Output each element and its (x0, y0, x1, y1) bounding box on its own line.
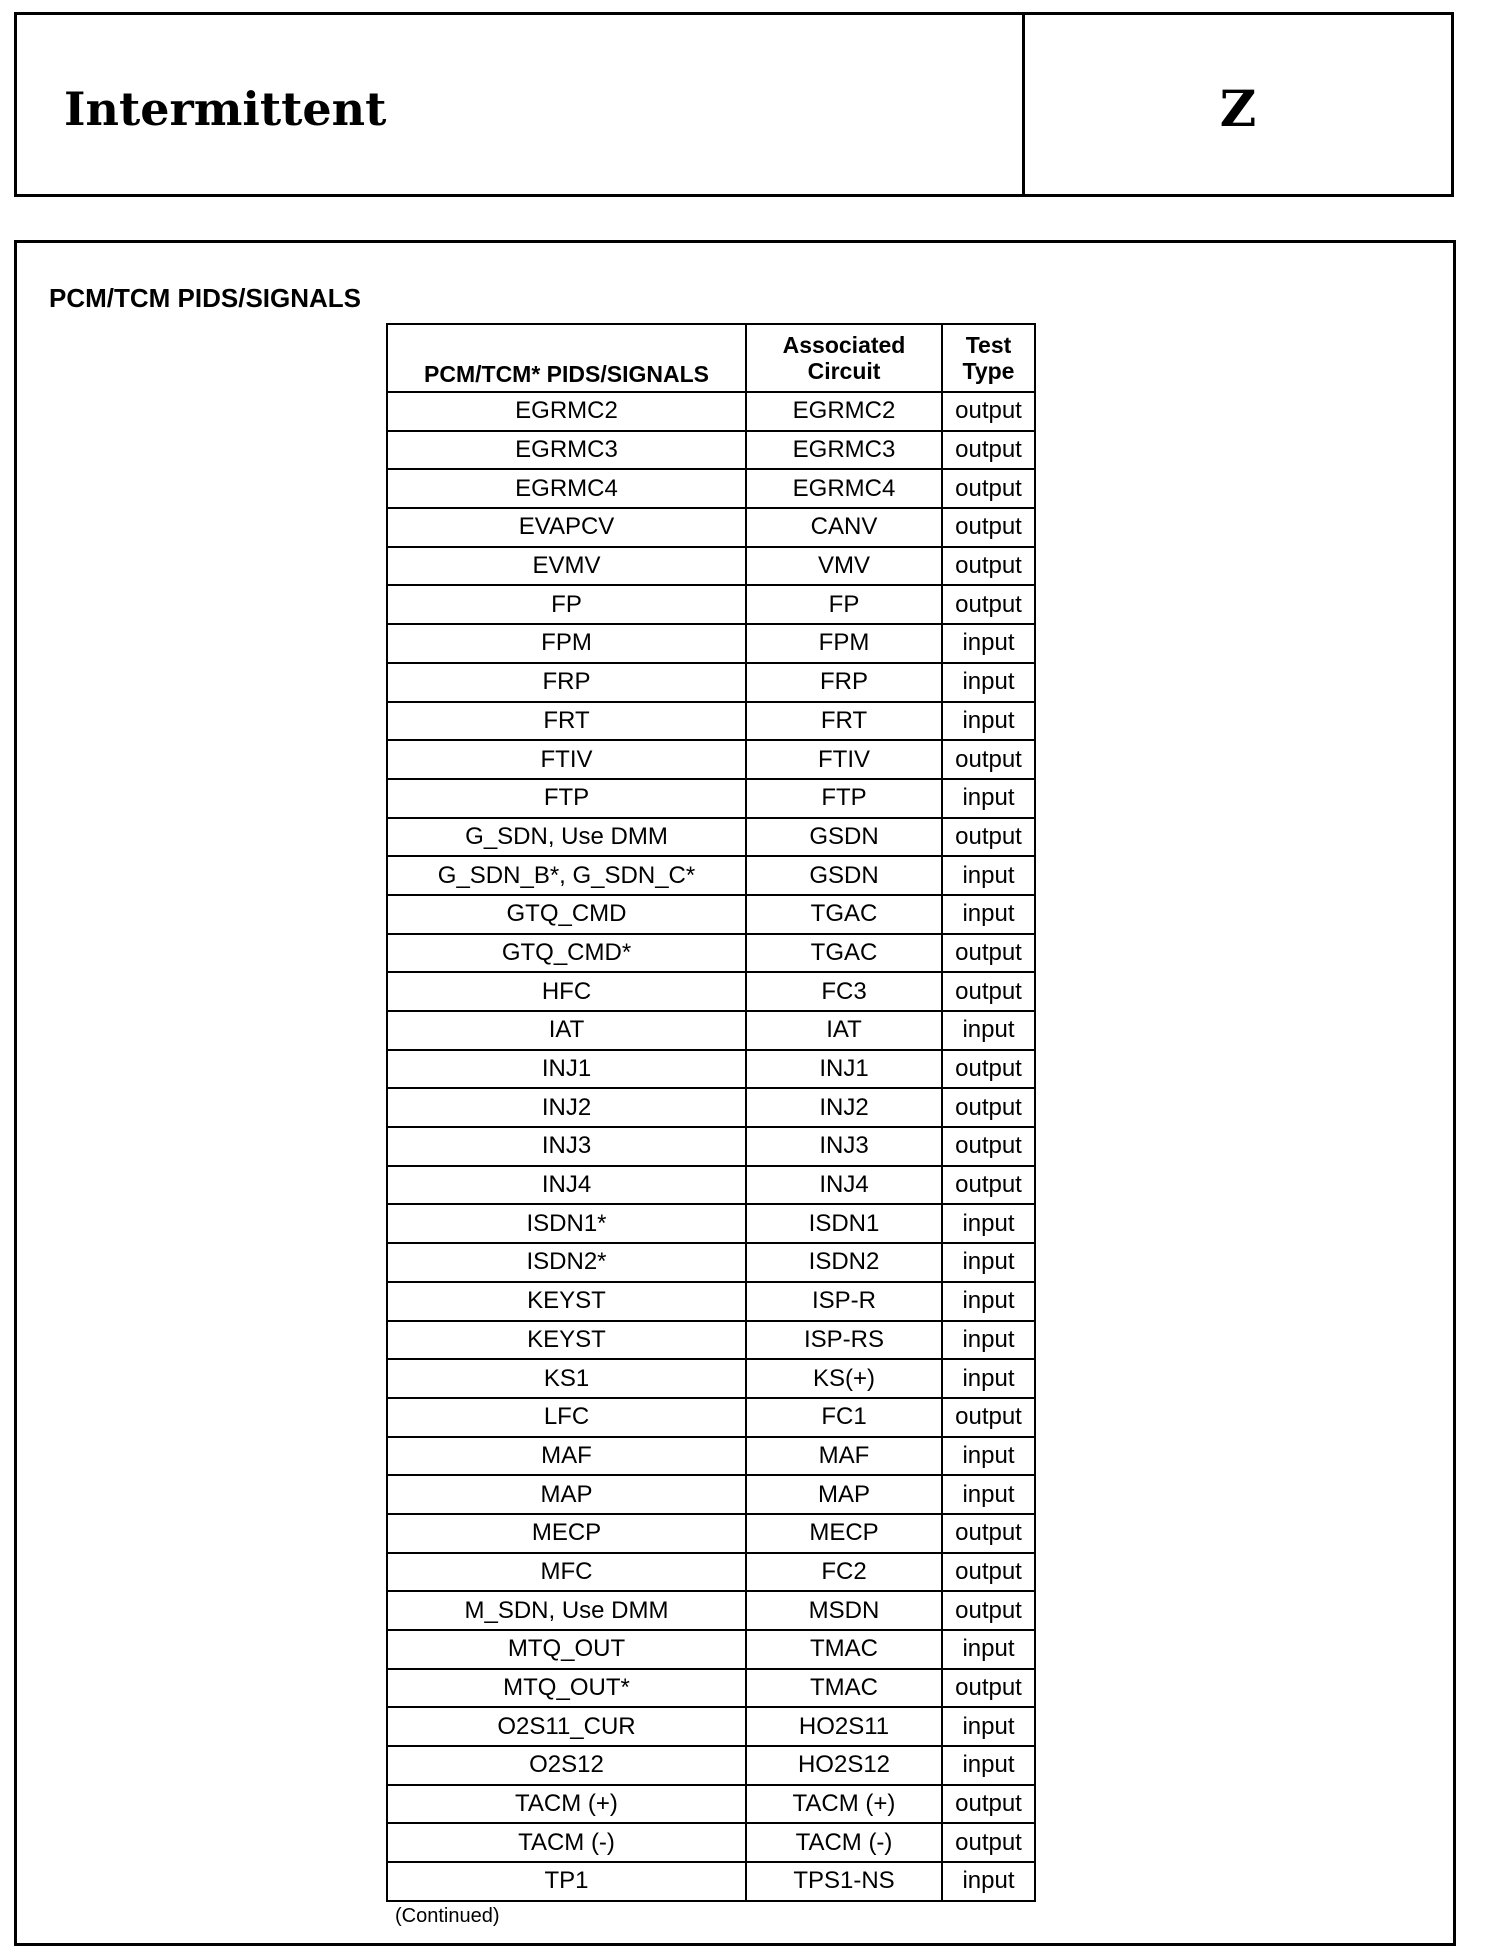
pid-cell: KEYST (387, 1282, 746, 1321)
circuit-cell: MAF (746, 1437, 942, 1476)
table-row (387, 585, 1035, 624)
pid-cell: MAP (387, 1475, 746, 1514)
pid-cell: EVAPCV (387, 508, 746, 547)
test-type-cell: output (942, 1591, 1035, 1630)
table-row (387, 1321, 1035, 1360)
test-type-cell: output (942, 547, 1035, 586)
table-row (387, 1398, 1035, 1437)
column-header-pid: PCM/TCM* PIDS/SIGNALS (387, 324, 746, 392)
circuit-cell: INJ3 (746, 1127, 942, 1166)
column-header-test-type-label: Test Type (962, 332, 1015, 384)
pid-cell: FTIV (387, 740, 746, 779)
section-code: Z (1219, 79, 1257, 138)
circuit-cell: FTIV (746, 740, 942, 779)
table-row (387, 1823, 1035, 1862)
column-header-circuit (746, 324, 942, 392)
pid-cell: TP1 (387, 1862, 746, 1901)
circuit-cell: TACM (-) (746, 1823, 942, 1862)
pid-cell: MTQ_OUT (387, 1630, 746, 1669)
table-row (387, 702, 1035, 741)
pid-cell: FRP (387, 663, 746, 702)
table-row (387, 1475, 1035, 1514)
circuit-cell: FRP (746, 663, 942, 702)
page-title: Intermittent (64, 81, 387, 136)
circuit-cell: FC1 (746, 1398, 942, 1437)
circuit-cell: TMAC (746, 1669, 942, 1708)
test-type-cell: output (942, 1823, 1035, 1862)
test-type-cell: input (942, 1321, 1035, 1360)
table-row (387, 1862, 1035, 1901)
pid-cell: ISDN1* (387, 1204, 746, 1243)
table-row (387, 1088, 1035, 1127)
circuit-cell: EGRMC4 (746, 469, 942, 508)
circuit-cell: FTP (746, 779, 942, 818)
circuit-cell: INJ4 (746, 1166, 942, 1205)
circuit-cell: INJ2 (746, 1088, 942, 1127)
circuit-cell: FPM (746, 624, 942, 663)
circuit-cell: MAP (746, 1475, 942, 1514)
circuit-cell: VMV (746, 547, 942, 586)
test-type-cell: input (942, 1862, 1035, 1901)
pid-cell: MAF (387, 1437, 746, 1476)
pid-cell: KS1 (387, 1359, 746, 1398)
test-type-cell: input (942, 1475, 1035, 1514)
circuit-cell: ISP-R (746, 1282, 942, 1321)
pid-cell: HFC (387, 972, 746, 1011)
test-type-cell: output (942, 1514, 1035, 1553)
circuit-cell: FC2 (746, 1553, 942, 1592)
test-type-cell: output (942, 1088, 1035, 1127)
table-row (387, 1591, 1035, 1630)
pid-cell: GTQ_CMD* (387, 934, 746, 973)
circuit-cell: INJ1 (746, 1050, 942, 1089)
table-row (387, 1785, 1035, 1824)
test-type-cell: output (942, 1398, 1035, 1437)
test-type-cell: output (942, 818, 1035, 857)
pid-cell: EGRMC2 (387, 392, 746, 431)
table-row (387, 1166, 1035, 1205)
circuit-cell: GSDN (746, 856, 942, 895)
header-code-cell (1025, 15, 1451, 194)
circuit-cell: MSDN (746, 1591, 942, 1630)
section-heading: PCM/TCM PIDS/SIGNALS (49, 283, 362, 313)
table-row (387, 934, 1035, 973)
pids-table-body (387, 392, 1035, 1901)
test-type-cell: input (942, 1746, 1035, 1785)
circuit-cell: ISDN1 (746, 1204, 942, 1243)
pid-cell: INJ4 (387, 1166, 746, 1205)
pid-cell: MFC (387, 1553, 746, 1592)
test-type-cell: output (942, 1127, 1035, 1166)
pid-cell: G_SDN, Use DMM (387, 818, 746, 857)
test-type-cell: output (942, 1166, 1035, 1205)
table-row (387, 856, 1035, 895)
test-type-cell: input (942, 1282, 1035, 1321)
table-row (387, 1011, 1035, 1050)
test-type-cell: input (942, 1707, 1035, 1746)
circuit-cell: FC3 (746, 972, 942, 1011)
pid-cell: FRT (387, 702, 746, 741)
pid-cell: EGRMC4 (387, 469, 746, 508)
pids-table (386, 323, 1036, 1902)
table-row (387, 1630, 1035, 1669)
test-type-cell: input (942, 1359, 1035, 1398)
circuit-cell: GSDN (746, 818, 942, 857)
test-type-cell: input (942, 702, 1035, 741)
table-row (387, 1746, 1035, 1785)
table-row (387, 1553, 1035, 1592)
circuit-cell: TMAC (746, 1630, 942, 1669)
main-content-box (14, 240, 1456, 1946)
test-type-cell: input (942, 895, 1035, 934)
pid-cell: G_SDN_B*, G_SDN_C* (387, 856, 746, 895)
circuit-cell: ISDN2 (746, 1243, 942, 1282)
pid-cell: INJ2 (387, 1088, 746, 1127)
table-row (387, 740, 1035, 779)
table-row (387, 469, 1035, 508)
circuit-cell: EGRMC3 (746, 431, 942, 470)
pid-cell: IAT (387, 1011, 746, 1050)
test-type-cell: output (942, 585, 1035, 624)
pid-cell: ISDN2* (387, 1243, 746, 1282)
pid-cell: EVMV (387, 547, 746, 586)
test-type-cell: input (942, 856, 1035, 895)
circuit-cell: MECP (746, 1514, 942, 1553)
pid-cell: O2S12 (387, 1746, 746, 1785)
circuit-cell: HO2S11 (746, 1707, 942, 1746)
pid-cell: TACM (-) (387, 1823, 746, 1862)
pid-cell: LFC (387, 1398, 746, 1437)
pid-cell: INJ1 (387, 1050, 746, 1089)
table-row (387, 1669, 1035, 1708)
pid-cell: FTP (387, 779, 746, 818)
pid-cell: FP (387, 585, 746, 624)
circuit-cell: FRT (746, 702, 942, 741)
pid-cell: M_SDN, Use DMM (387, 1591, 746, 1630)
circuit-cell: TPS1-NS (746, 1862, 942, 1901)
pid-cell: MECP (387, 1514, 746, 1553)
test-type-cell: input (942, 1243, 1035, 1282)
test-type-cell: output (942, 1050, 1035, 1089)
circuit-cell: TGAC (746, 895, 942, 934)
table-row (387, 1050, 1035, 1089)
table-row (387, 547, 1035, 586)
pid-cell: GTQ_CMD (387, 895, 746, 934)
test-type-cell: input (942, 1437, 1035, 1476)
test-type-cell: output (942, 1669, 1035, 1708)
table-row (387, 1282, 1035, 1321)
circuit-cell: IAT (746, 1011, 942, 1050)
pid-cell: FPM (387, 624, 746, 663)
table-header-row (387, 324, 1035, 392)
table-row (387, 1359, 1035, 1398)
test-type-cell: input (942, 663, 1035, 702)
column-header-circuit-label: Associated Circuit (782, 332, 906, 384)
pid-cell: TACM (+) (387, 1785, 746, 1824)
circuit-cell: CANV (746, 508, 942, 547)
column-header-test-type (942, 324, 1035, 392)
table-row (387, 895, 1035, 934)
pid-cell: INJ3 (387, 1127, 746, 1166)
table-row (387, 431, 1035, 470)
test-type-cell: input (942, 1630, 1035, 1669)
continued-note: (Continued) (395, 1905, 500, 1927)
table-row (387, 972, 1035, 1011)
table-row (387, 779, 1035, 818)
test-type-cell: output (942, 740, 1035, 779)
table-row (387, 1437, 1035, 1476)
test-type-cell: output (942, 431, 1035, 470)
table-row (387, 392, 1035, 431)
circuit-cell: ISP-RS (746, 1321, 942, 1360)
table-row (387, 1127, 1035, 1166)
circuit-cell: KS(+) (746, 1359, 942, 1398)
circuit-cell: EGRMC2 (746, 392, 942, 431)
test-type-cell: input (942, 1204, 1035, 1243)
table-row (387, 1707, 1035, 1746)
pid-cell: MTQ_OUT* (387, 1669, 746, 1708)
circuit-cell: FP (746, 585, 942, 624)
table-row (387, 1243, 1035, 1282)
header-box (14, 12, 1454, 197)
test-type-cell: output (942, 1553, 1035, 1592)
table-row (387, 508, 1035, 547)
header-title-cell (17, 15, 1025, 194)
test-type-cell: output (942, 392, 1035, 431)
test-type-cell: output (942, 508, 1035, 547)
test-type-cell: output (942, 1785, 1035, 1824)
pid-cell: EGRMC3 (387, 431, 746, 470)
test-type-cell: input (942, 779, 1035, 818)
circuit-cell: TACM (+) (746, 1785, 942, 1824)
test-type-cell: input (942, 1011, 1035, 1050)
table-row (387, 624, 1035, 663)
test-type-cell: output (942, 469, 1035, 508)
test-type-cell: input (942, 624, 1035, 663)
test-type-cell: output (942, 972, 1035, 1011)
table-row (387, 818, 1035, 857)
table-row (387, 1514, 1035, 1553)
pid-cell: KEYST (387, 1321, 746, 1360)
circuit-cell: TGAC (746, 934, 942, 973)
table-row (387, 663, 1035, 702)
table-row (387, 1204, 1035, 1243)
test-type-cell: output (942, 934, 1035, 973)
circuit-cell: HO2S12 (746, 1746, 942, 1785)
pid-cell: O2S11_CUR (387, 1707, 746, 1746)
